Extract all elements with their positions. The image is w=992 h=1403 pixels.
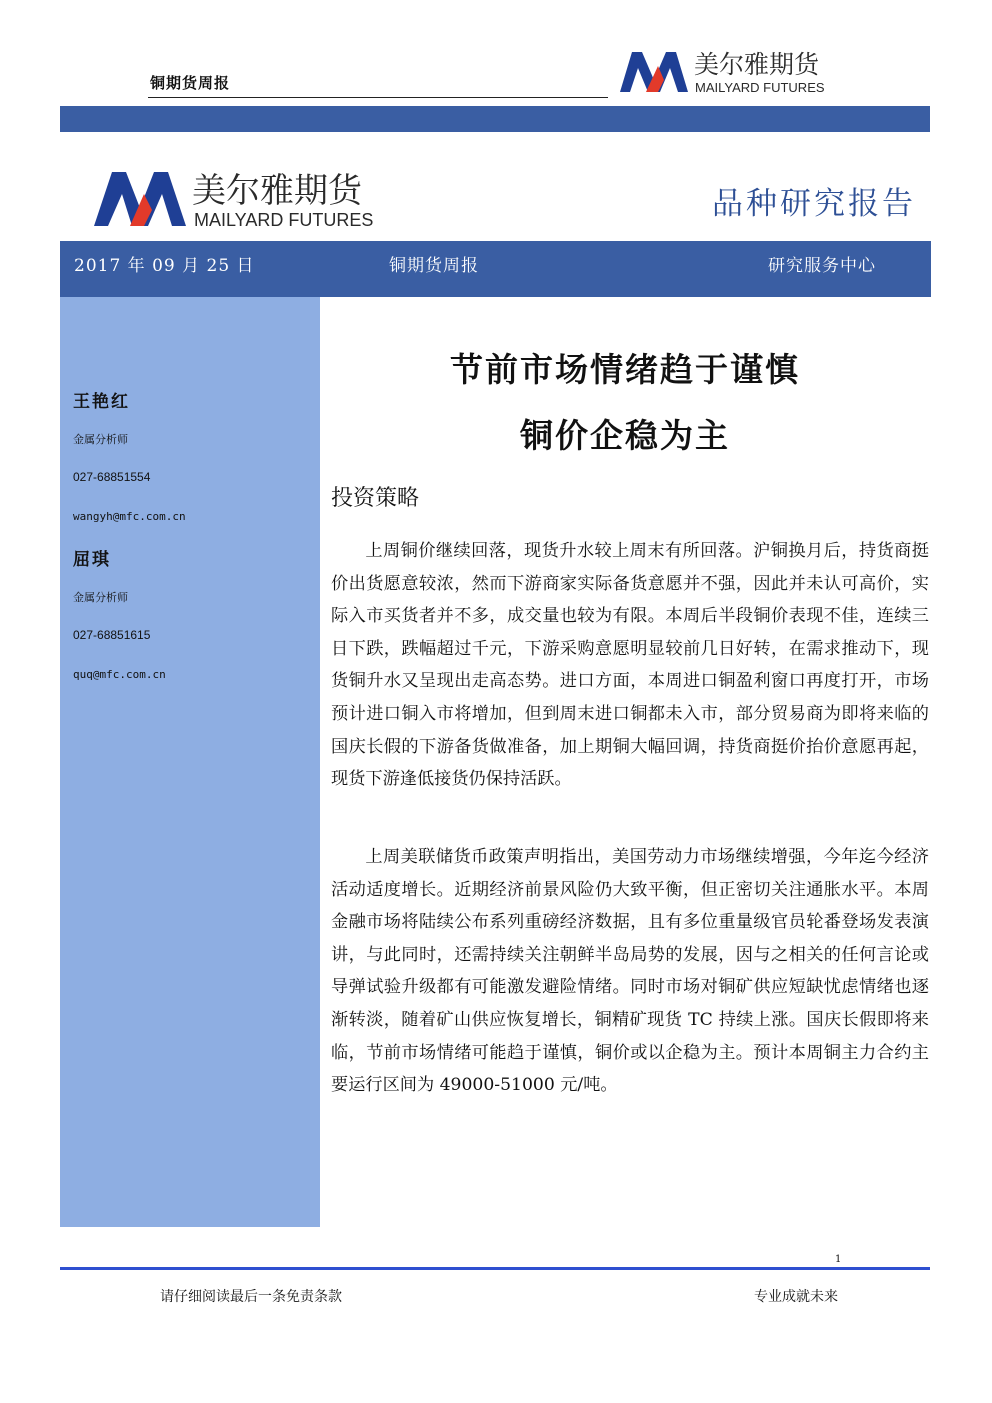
footer-disclaimer: 请仔细阅读最后一条免责条款 xyxy=(160,1289,342,1305)
page-number: 1 xyxy=(835,1254,842,1265)
footer-rule xyxy=(60,1267,930,1270)
report-type: 品种研究报告 xyxy=(712,186,916,222)
analyst-phone: 027-68851554 xyxy=(73,470,151,484)
headline-line-1: 节前市场情绪趋于谨慎 xyxy=(450,350,800,389)
analyst-phone: 027-68851615 xyxy=(73,628,151,642)
header-band xyxy=(60,106,930,132)
analyst-role: 金属分析师 xyxy=(73,591,128,604)
mailyard-logo-icon xyxy=(620,52,688,92)
department: 研究服务中心 xyxy=(768,256,876,276)
company-logo-small xyxy=(618,46,848,96)
analyst-sidebar xyxy=(60,297,320,1227)
footer-slogan: 专业成就未来 xyxy=(754,1289,838,1305)
analyst-email: wangyh@mfc.com.cn xyxy=(73,510,186,523)
logo-en-text: MAILYARD FUTURES xyxy=(695,80,825,95)
analyst-name: 屈琪 xyxy=(73,550,111,570)
mailyard-logo-icon xyxy=(94,172,186,226)
report-name: 铜期货周报 xyxy=(389,256,479,276)
headline-line-2: 铜价企稳为主 xyxy=(520,416,730,455)
body-paragraph: 上周美联储货币政策声明指出，美国劳动力市场继续增强，今年迄今经济活动适度增长。近期经济前景风险仍大致平衡，但正密切关注通胀水平。本周金融市场将陆续公布系列重磅经济数据，且有多位重量级官员轮番登场发表演讲，与此同时，还需持续关注朝鲜半岛局势的发展，因与之相关的任何言论或导弹试验升级都有可能激发避险情绪。同时市场对铜矿供应短缺忧虑情绪也逐渐转淡，随着矿山供应恢复增长，铜精矿现货 TC 持续上涨。国庆长假即将来临，节前市场情绪可能趋于谨慎，铜价或以企稳为主。预计本周铜主力合约主要运行区间为 49000-51000 元/吨。 xyxy=(331,847,929,1096)
section-heading: 投资策略 xyxy=(331,486,420,511)
body-paragraph: 上周铜价继续回落，现货升水较上周末有所回落。沪铜换月后，持货商挺价出货愿意较浓，然而下游商家实际备货意愿并不强，因此并未认可高价，实际入市买货者并不多，成交量也较为有限。本周后半段铜价表现不佳，连续三日下跌，跌幅超过千元，下游采购意愿明显较前几日好转，在需求推动下，现货铜升水又呈现出走高态势。进口方面，本周进口铜盈利窗口再度打开，市场预计进口铜入市将增加，但到周末进口铜都未入市，部分贸易商为即将来临的国庆长假的下游备货做准备，加上期铜大幅回调，持货商挺价抬价意愿再起，现货下游逢低接货仍保持活跃。 xyxy=(331,541,929,790)
analyst-role: 金属分析师 xyxy=(73,433,128,446)
analyst-email: quq@mfc.com.cn xyxy=(73,668,166,681)
running-title: 铜期货周报 xyxy=(150,74,231,92)
analyst-name: 王艳红 xyxy=(73,392,130,412)
header-rule xyxy=(148,97,608,98)
report-date: 2017 年 09 月 25 日 xyxy=(74,256,255,276)
logo-cn-text: 美尔雅期货 xyxy=(694,50,820,79)
company-logo-large xyxy=(94,168,394,230)
logo-en-text: MAILYARD FUTURES xyxy=(194,210,374,230)
info-bar xyxy=(60,241,931,297)
logo-cn-text: 美尔雅期货 xyxy=(192,171,362,211)
